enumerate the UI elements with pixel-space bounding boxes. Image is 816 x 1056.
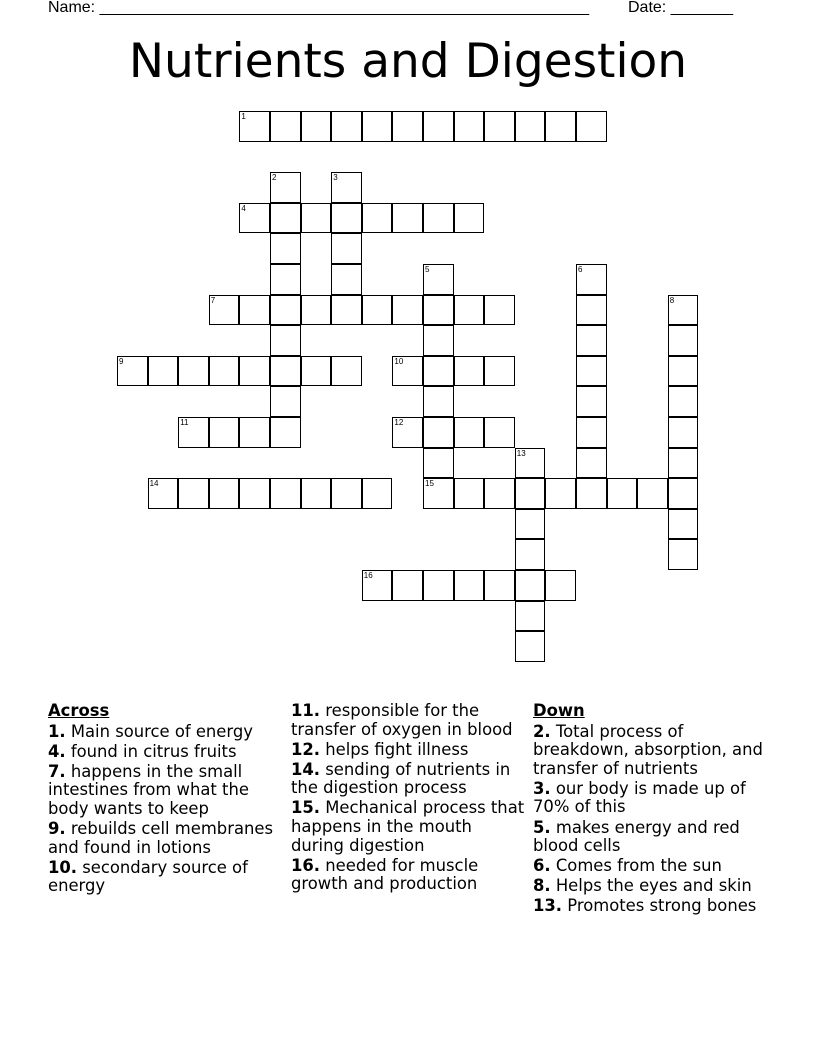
crossword-cell[interactable] <box>576 264 607 295</box>
crossword-cell[interactable] <box>576 386 607 417</box>
crossword-cell[interactable] <box>484 417 515 448</box>
crossword-cell[interactable] <box>331 264 362 295</box>
crossword-cell[interactable] <box>301 478 332 509</box>
clue-item-number: 4. <box>48 741 66 761</box>
down-clue-list <box>533 723 763 916</box>
clues-across-column-2 <box>291 702 525 895</box>
clue-number: 13 <box>516 448 526 458</box>
crossword-cell[interactable] <box>362 478 393 509</box>
clue-item-number: 3. <box>533 778 551 798</box>
crossword-cell[interactable] <box>454 417 485 448</box>
crossword-cell[interactable] <box>239 203 270 234</box>
date-field-label[interactable]: Date: _______ <box>628 0 733 16</box>
crossword-cell[interactable] <box>362 295 393 326</box>
clue-item-text: Total process of breakdown, absorption, and transfer of nutrients <box>533 721 763 778</box>
clue-item <box>533 819 763 856</box>
crossword-cell[interactable] <box>301 295 332 326</box>
clue-item-text: helps fight illness <box>320 739 469 759</box>
clue-item <box>291 857 525 894</box>
clue-item <box>291 761 525 798</box>
clue-number: 16 <box>363 571 373 580</box>
crossword-cell[interactable] <box>668 448 699 479</box>
clue-item <box>291 741 525 760</box>
clue-item-text: responsible for the transfer of oxygen in blood <box>291 701 513 739</box>
crossword-cell[interactable] <box>515 509 546 540</box>
crossword-cell[interactable] <box>301 111 332 142</box>
crossword-cell[interactable] <box>209 356 240 387</box>
crossword-cell[interactable] <box>454 356 485 387</box>
crossword-cell[interactable] <box>484 295 515 326</box>
crossword-cell[interactable] <box>454 295 485 326</box>
clue-item-text: found in citrus fruits <box>65 741 237 761</box>
crossword-cell[interactable] <box>239 111 270 142</box>
clue-item-text: happens in the small intestines from what the body wants to keep <box>48 761 249 818</box>
crossword-cell[interactable] <box>423 203 454 234</box>
crossword-cell[interactable] <box>362 570 393 601</box>
crossword-cell[interactable] <box>270 356 301 387</box>
clues-down-column <box>533 702 763 918</box>
crossword-cell[interactable] <box>668 509 699 540</box>
crossword-cell[interactable] <box>331 295 362 326</box>
clue-item <box>48 743 278 762</box>
clue-number: 15 <box>425 479 434 489</box>
crossword-cell[interactable] <box>362 111 393 142</box>
crossword-cell[interactable] <box>484 356 515 387</box>
clue-number: 9 <box>119 356 124 366</box>
crossword-cell[interactable] <box>301 203 332 234</box>
clue-number: 12 <box>394 418 404 427</box>
crossword-cell[interactable] <box>454 570 485 601</box>
crossword-cell[interactable] <box>515 478 546 509</box>
clue-number: 3 <box>333 173 338 183</box>
crossword-cell[interactable] <box>576 448 607 479</box>
clue-item-text: Promotes strong bones <box>562 896 757 916</box>
crossword-cell[interactable] <box>392 203 423 234</box>
down-heading: Down <box>533 701 585 720</box>
clue-item <box>533 780 763 817</box>
crossword-cell[interactable] <box>515 539 546 570</box>
crossword-cell[interactable] <box>423 264 454 295</box>
clue-item <box>533 857 763 876</box>
crossword-cell[interactable] <box>484 478 515 509</box>
crossword-cell[interactable] <box>331 203 362 234</box>
crossword-cell[interactable] <box>668 417 699 448</box>
across-clue-list-continued <box>291 702 525 894</box>
clue-number: 11 <box>180 418 189 427</box>
clue-number: 14 <box>149 479 159 489</box>
crossword-cell[interactable] <box>515 570 546 601</box>
crossword-cell[interactable] <box>423 478 454 509</box>
crossword-cell[interactable] <box>331 172 362 203</box>
crossword-cell[interactable] <box>270 203 301 234</box>
crossword-cell[interactable] <box>239 417 270 448</box>
crossword-cell[interactable] <box>392 570 423 601</box>
crossword-cell[interactable] <box>515 631 546 662</box>
clue-item-number: 1. <box>48 721 66 741</box>
crossword-cell[interactable] <box>484 570 515 601</box>
crossword-cell[interactable] <box>270 295 301 326</box>
crossword-cell[interactable] <box>362 203 393 234</box>
clue-item-number: 2. <box>533 721 551 741</box>
crossword-cell[interactable] <box>515 601 546 632</box>
clue-item-text: sending of nutrients in the digestion process <box>291 759 511 798</box>
crossword-cell[interactable] <box>270 233 301 264</box>
clue-item-number: 11. <box>291 701 321 720</box>
crossword-cell[interactable] <box>392 111 423 142</box>
clue-item-number: 8. <box>533 876 551 896</box>
crossword-cell[interactable] <box>331 233 362 264</box>
clue-item <box>48 763 278 819</box>
crossword-cell[interactable] <box>545 111 576 142</box>
crossword-cell[interactable] <box>454 203 485 234</box>
crossword-cell[interactable] <box>576 478 607 509</box>
crossword-cell[interactable] <box>423 386 454 417</box>
crossword-cell[interactable] <box>239 356 270 387</box>
crossword-cell[interactable] <box>454 478 485 509</box>
crossword-cell[interactable] <box>576 356 607 387</box>
crossword-cell[interactable] <box>454 111 485 142</box>
crossword-cell[interactable] <box>178 417 209 448</box>
clue-item-text: Main source of energy <box>65 721 253 741</box>
crossword-cell[interactable] <box>668 386 699 417</box>
clue-item-text: Mechanical process that happens in the mouth during digestion <box>291 798 525 855</box>
crossword-cell[interactable] <box>576 295 607 326</box>
crossword-cell[interactable] <box>423 295 454 326</box>
crossword-cell[interactable] <box>668 478 699 509</box>
crossword-cell[interactable] <box>392 295 423 326</box>
clue-item-number: 13. <box>533 896 563 916</box>
clue-number: 2 <box>272 173 277 183</box>
crossword-cell[interactable] <box>270 478 301 509</box>
clue-item-text: secondary source of energy <box>48 857 248 896</box>
clue-number: 4 <box>241 203 246 213</box>
clue-number: 7 <box>210 295 216 305</box>
across-clue-list <box>48 723 278 896</box>
clue-item-number: 6. <box>533 856 551 876</box>
clue-item-number: 9. <box>48 819 66 839</box>
clue-item <box>533 897 763 916</box>
crossword-cell[interactable] <box>331 111 362 142</box>
clue-item-number: 15. <box>291 798 321 818</box>
crossword-cell[interactable] <box>239 295 270 326</box>
crossword-cell[interactable] <box>423 417 454 448</box>
crossword-cell[interactable] <box>423 111 454 142</box>
crossword-cell[interactable] <box>178 356 209 387</box>
crossword-cell[interactable] <box>576 417 607 448</box>
clue-number: 8 <box>669 295 675 305</box>
clue-number: 6 <box>578 265 583 274</box>
crossword-cell[interactable] <box>148 356 179 387</box>
page-title: Nutrients and Digestion <box>128 34 688 89</box>
crossword-cell[interactable] <box>576 111 607 142</box>
crossword-cell[interactable] <box>270 325 301 356</box>
crossword-cell[interactable] <box>331 356 362 387</box>
crossword-cell[interactable] <box>637 478 668 509</box>
crossword-cell[interactable] <box>545 570 576 601</box>
crossword-cell[interactable] <box>392 356 423 387</box>
clue-item <box>48 859 278 896</box>
crossword-cell[interactable] <box>515 111 546 142</box>
clue-number: 5 <box>425 265 430 274</box>
across-heading: Across <box>48 701 110 720</box>
clue-item-number: 14. <box>291 759 321 779</box>
clue-number: 1 <box>241 112 246 121</box>
clue-item-number: 5. <box>533 817 551 837</box>
crossword-cell[interactable] <box>117 356 148 387</box>
crossword-cell[interactable] <box>331 478 362 509</box>
crossword-cell[interactable] <box>301 356 332 387</box>
crossword-cell[interactable] <box>668 539 699 570</box>
crossword-cell[interactable] <box>423 448 454 479</box>
crossword-cell[interactable] <box>209 417 240 448</box>
crossword-cell[interactable] <box>484 111 515 142</box>
clue-item-text: Helps the eyes and skin <box>550 876 752 896</box>
crossword-cell[interactable] <box>423 570 454 601</box>
crossword-cell[interactable] <box>178 478 209 509</box>
crossword-cell[interactable] <box>515 448 546 479</box>
crossword-cell[interactable] <box>209 295 240 326</box>
crossword-cell[interactable] <box>423 356 454 387</box>
clue-item-number: 12. <box>291 739 321 759</box>
clue-item <box>533 877 763 896</box>
crossword-cell[interactable] <box>148 478 179 509</box>
crossword-cell[interactable] <box>270 172 301 203</box>
crossword-cell[interactable] <box>545 478 576 509</box>
crossword-cell[interactable] <box>668 295 699 326</box>
crossword-cell[interactable] <box>270 111 301 142</box>
clue-item-text: makes energy and red blood cells <box>533 817 740 856</box>
crossword-cell[interactable] <box>423 325 454 356</box>
clue-item <box>48 820 278 857</box>
name-field-label[interactable]: Name: _______________________________________________________ <box>48 0 589 16</box>
crossword-cell[interactable] <box>239 478 270 509</box>
clue-item <box>48 723 278 742</box>
clue-item-number: 7. <box>48 761 66 781</box>
crossword-cell[interactable] <box>607 478 638 509</box>
crossword-cell[interactable] <box>668 356 699 387</box>
clue-item <box>291 702 525 739</box>
clue-item-text: rebuilds cell membranes and found in lotions <box>48 819 273 857</box>
crossword-cell[interactable] <box>209 478 240 509</box>
clue-item <box>533 723 763 779</box>
clues-across-column-1 <box>48 702 278 897</box>
clue-item-text: Comes from the sun <box>550 856 722 876</box>
crossword-cell[interactable] <box>392 417 423 448</box>
clue-item-text: needed for muscle growth and production <box>291 855 479 894</box>
crossword-cell[interactable] <box>576 325 607 356</box>
clue-item-number: 10. <box>48 857 78 877</box>
crossword-cell[interactable] <box>270 417 301 448</box>
clue-item-text: our body is made up of 70% of this <box>533 778 746 817</box>
crossword-cell[interactable] <box>270 264 301 295</box>
clue-number: 10 <box>394 356 404 366</box>
clue-item <box>291 799 525 855</box>
clue-item-number: 16. <box>291 855 321 875</box>
crossword-cell[interactable] <box>668 325 699 356</box>
crossword-cell[interactable] <box>270 386 301 417</box>
